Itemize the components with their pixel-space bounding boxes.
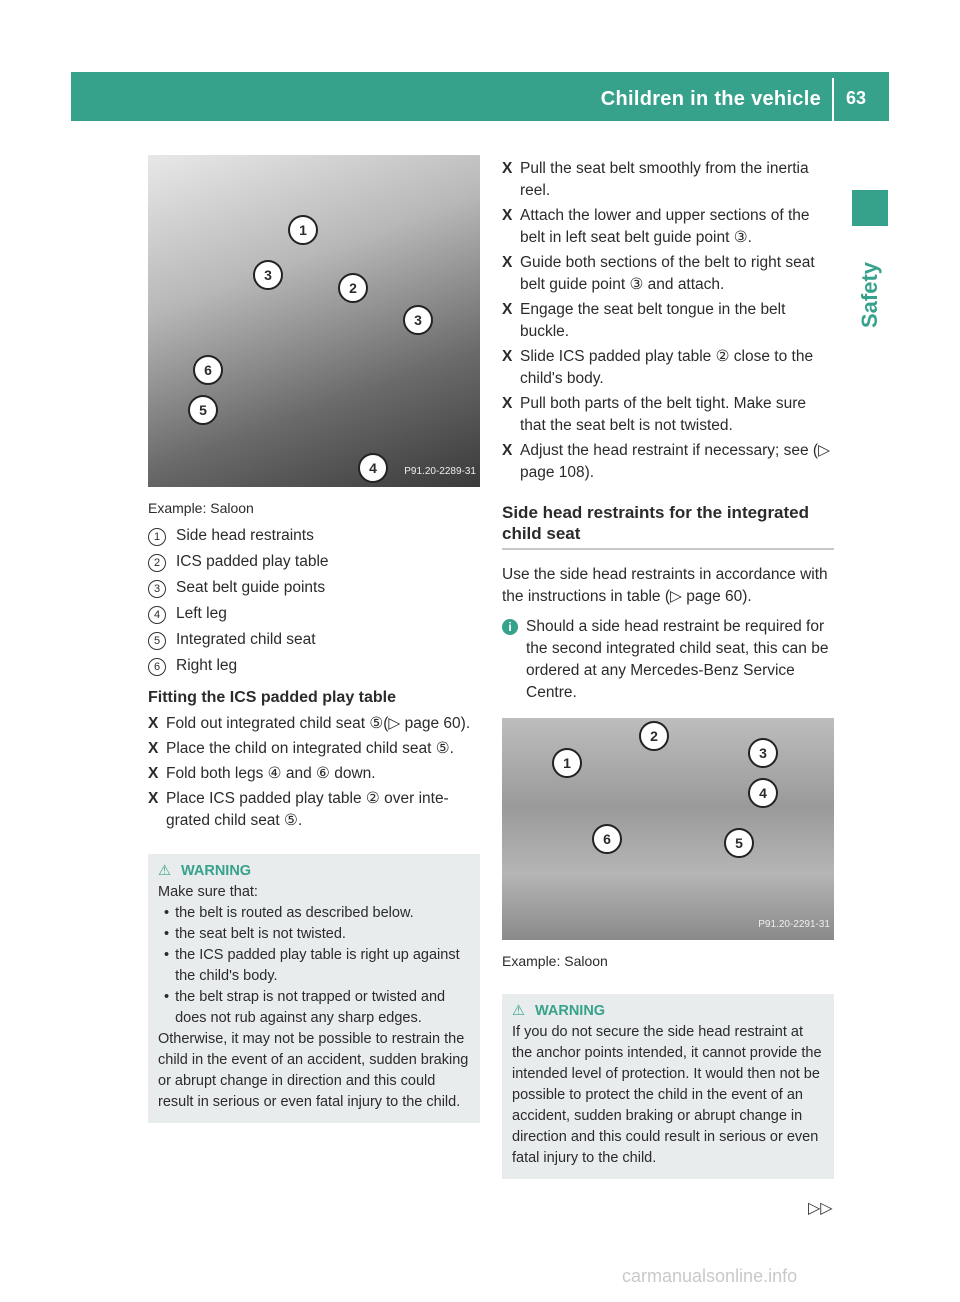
warning-intro: Make sure that: — [158, 884, 258, 900]
callout-2: 2 — [639, 721, 669, 751]
step-marker-icon: X — [148, 765, 159, 782]
warning-bullet — [158, 924, 470, 945]
callout-1: 1 — [288, 215, 318, 245]
step-marker-icon: X — [148, 740, 159, 757]
figure-caption: Example: Saloon — [502, 953, 608, 969]
bullet-dot-icon: • — [164, 926, 170, 942]
legend-item — [148, 525, 480, 547]
step-item — [148, 738, 480, 760]
legend-number: 6 — [148, 658, 166, 676]
step-text: Fold both legs ④ and ⑥ down. — [166, 765, 376, 782]
side-block — [852, 190, 888, 226]
warning-bullet — [158, 945, 470, 987]
legend-item — [148, 629, 480, 651]
callout-5: 5 — [724, 828, 754, 858]
watermark: carmanualsonline.info — [622, 1266, 798, 1286]
bullet-dot-icon: • — [164, 989, 170, 1005]
page-number: 63 — [846, 88, 867, 108]
bullet-dot-icon: • — [164, 947, 170, 963]
callout-3a: 3 — [253, 260, 283, 290]
info-note — [502, 616, 834, 704]
right-steps — [502, 158, 834, 484]
step-text: Fold out integrated child seat ⑤(▷ page 60). — [166, 715, 471, 732]
warning-bullets — [158, 903, 470, 1029]
legend-text: Integrated child seat — [176, 631, 316, 648]
step-text: Place the child on integrated child seat ⑤. — [166, 740, 454, 757]
step-text: Pull both parts of the belt tight. Make sure that the seat belt is not twisted. — [520, 395, 807, 434]
warning-label: WARNING — [535, 1003, 606, 1019]
step-item — [148, 713, 480, 735]
callout-2: 2 — [338, 273, 368, 303]
legend-list — [148, 525, 480, 677]
figure-caption: Example: Saloon — [148, 500, 254, 516]
step-text: Engage the seat belt tongue in the belt buckle. — [520, 301, 786, 340]
photo-code: P91.20-2289-31 — [404, 466, 476, 477]
warning-triangle-icon: ⚠ — [158, 863, 171, 879]
warning-bullet — [158, 903, 470, 924]
callout-6: 6 — [193, 355, 223, 385]
step-item — [502, 205, 834, 249]
legend-text: Left leg — [176, 605, 227, 622]
warning-label: WARNING — [181, 863, 252, 879]
photo-code: P91.20-2291-31 — [758, 919, 830, 930]
step-marker-icon: X — [502, 160, 513, 177]
step-marker-icon: X — [502, 301, 513, 318]
header-separator — [832, 78, 834, 121]
warning-title — [512, 1001, 824, 1022]
step-marker-icon: X — [502, 442, 513, 459]
legend-item — [148, 577, 480, 599]
callout-1: 1 — [552, 748, 582, 778]
legend-text: Right leg — [176, 657, 238, 674]
info-icon: i — [502, 619, 518, 635]
step-text: Place ICS padded play table ② over inte-grated child seat ⑤. — [166, 790, 449, 829]
step-marker-icon: X — [502, 395, 513, 412]
warning-title — [158, 861, 470, 882]
warning-box-2 — [502, 994, 834, 1179]
step-text: Guide both sections of the belt to right seat belt guide point ③ and attach. — [520, 254, 815, 293]
warning-outro: Otherwise, it may not be possible to restrain the child in the event of an accident, sudden braking or abrupt change in direction and this could result in serious or even fatal injury to the child. — [158, 1031, 469, 1110]
bullet-text: the belt is routed as described below. — [175, 905, 414, 921]
bullet-text: the belt strap is not trapped or twisted and does not rub against any sharp edges. — [175, 989, 446, 1026]
step-marker-icon: X — [502, 254, 513, 271]
step-text: Adjust the head restraint if necessary; see (▷ page 108). — [520, 442, 831, 481]
warning-box — [148, 854, 480, 1123]
legend-item — [148, 655, 480, 677]
step-item — [148, 763, 480, 785]
warning-bullet — [158, 987, 470, 1029]
bullet-text: the seat belt is not twisted. — [175, 926, 346, 942]
step-item — [502, 299, 834, 343]
step-item — [502, 158, 834, 202]
left-column — [148, 155, 480, 1123]
step-marker-icon: X — [148, 715, 159, 732]
legend-item — [148, 603, 480, 625]
callout-6: 6 — [592, 824, 622, 854]
step-item — [502, 346, 834, 390]
continue-arrows-icon: ▷▷ — [808, 1200, 833, 1217]
callout-5: 5 — [188, 395, 218, 425]
step-item — [148, 788, 480, 832]
step-marker-icon: X — [148, 790, 159, 807]
callout-3: 3 — [748, 738, 778, 768]
legend-number: 2 — [148, 554, 166, 572]
legend-number: 4 — [148, 606, 166, 624]
info-text: Should a side head restraint be required for the second integrated child seat, this can be ordered at any Mercedes-Benz Service Centre. — [526, 618, 829, 701]
fitting-steps — [148, 713, 480, 832]
legend-text: Seat belt guide points — [176, 579, 326, 596]
warning-triangle-icon: ⚠ — [512, 1003, 525, 1019]
callout-4: 4 — [748, 778, 778, 808]
step-text: Pull the seat belt smoothly from the inertia reel. — [520, 160, 809, 199]
section-text: Use the side head restraints in accordance with the instructions in table (▷ page 60). — [502, 566, 828, 605]
step-marker-icon: X — [502, 207, 513, 224]
legend-item — [148, 551, 480, 573]
callout-4: 4 — [358, 453, 388, 483]
bullet-dot-icon: • — [164, 905, 170, 921]
callout-3b: 3 — [403, 305, 433, 335]
bullet-text: the ICS padded play table is right up against the child's body. — [175, 947, 460, 984]
step-text: Slide ICS padded play table ② close to the child's body. — [520, 348, 814, 387]
step-text: Attach the lower and upper sections of the belt in left seat belt guide point ③. — [520, 207, 810, 246]
legend-number: 3 — [148, 580, 166, 598]
section-heading: Side head restraints for the integrated child seat — [502, 502, 834, 550]
fitting-heading: Fitting the ICS padded play table — [148, 689, 397, 706]
step-item — [502, 393, 834, 437]
header-title: Children in the vehicle — [600, 88, 821, 110]
header-bar — [71, 72, 889, 121]
legend-number: 5 — [148, 632, 166, 650]
right-column — [502, 155, 834, 1179]
section-tab: Safety — [857, 261, 882, 329]
warning-text: If you do not secure the side head restraint at the anchor points intended, it cannot provide the intended level of protection. It would then not be possible to protect the child in the event of an accident, sudden braking or abrupt change in direction and this could result in serious or even fatal injury to the child. — [512, 1024, 822, 1166]
step-item — [502, 252, 834, 296]
child-seat-photo — [148, 155, 480, 487]
step-item — [502, 440, 834, 484]
legend-number: 1 — [148, 528, 166, 546]
legend-text: ICS padded play table — [176, 553, 329, 570]
legend-text: Side head restraints — [176, 527, 314, 544]
step-marker-icon: X — [502, 348, 513, 365]
head-restraint-photo — [502, 718, 834, 940]
